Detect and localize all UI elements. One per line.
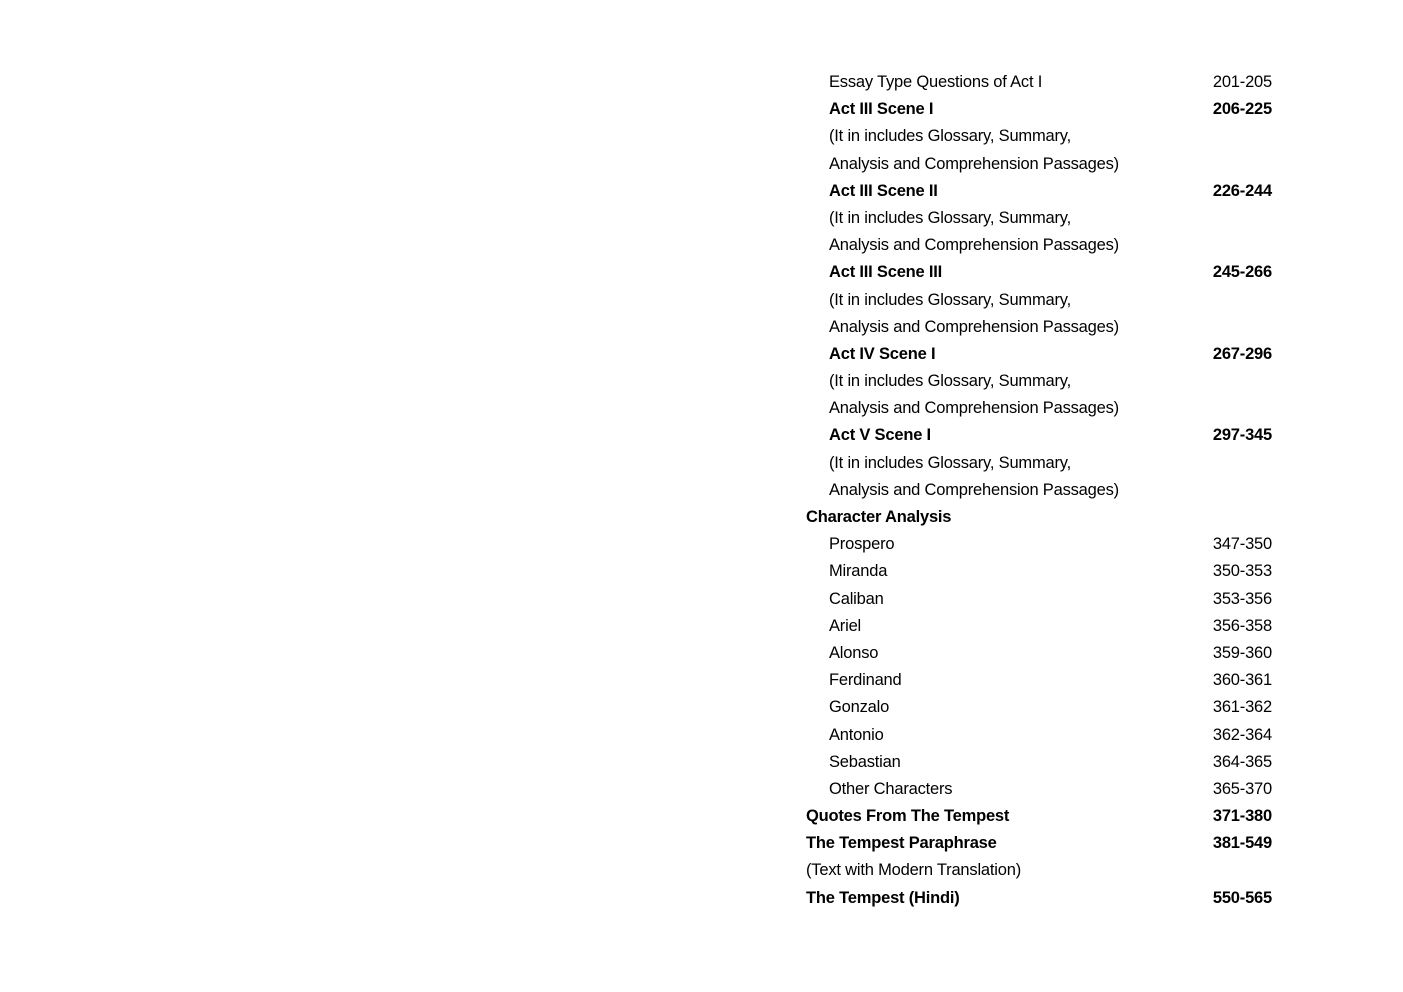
table-of-contents xyxy=(806,69,1272,912)
toc-entry-pages: 226-244 xyxy=(1212,181,1272,200)
toc-entry-pages: 364-365 xyxy=(1212,752,1272,771)
toc-entry-pages: 297-345 xyxy=(1212,426,1272,445)
toc-entry xyxy=(806,830,1272,857)
toc-entry-title: The Tempest Paraphrase xyxy=(806,834,997,853)
toc-entry-pages: 267-296 xyxy=(1212,344,1272,363)
toc-entry-title: Other Characters xyxy=(829,779,953,798)
toc-entry-title: (It in includes Glossary, Summary, xyxy=(829,453,1071,472)
toc-entry xyxy=(806,123,1272,150)
toc-entry xyxy=(806,803,1272,830)
toc-entry xyxy=(806,178,1272,205)
toc-entry xyxy=(806,259,1272,286)
toc-entry-title: Quotes From The Tempest xyxy=(806,807,1010,826)
toc-entry-title: (It in includes Glossary, Summary, xyxy=(829,208,1071,227)
toc-entry-title: Character Analysis xyxy=(806,508,952,526)
toc-entry xyxy=(806,395,1272,422)
toc-entry xyxy=(806,287,1272,314)
toc-entry xyxy=(806,885,1272,912)
toc-entry-title: (It in includes Glossary, Summary, xyxy=(829,290,1071,309)
toc-entry xyxy=(806,694,1272,721)
toc-entry-pages: 356-358 xyxy=(1212,616,1272,635)
toc-entry-pages: 360-361 xyxy=(1212,671,1272,690)
toc-entry xyxy=(806,640,1272,667)
toc-entry xyxy=(806,722,1272,749)
toc-entry xyxy=(806,341,1272,368)
toc-entry-pages: 550-565 xyxy=(1212,888,1272,907)
toc-entry-title: (It in includes Glossary, Summary, xyxy=(829,127,1071,146)
toc-entry xyxy=(806,450,1272,477)
toc-entry-title: Ariel xyxy=(829,616,862,635)
toc-entry-pages: 245-266 xyxy=(1212,263,1272,282)
toc-entry xyxy=(806,667,1272,694)
toc-entry xyxy=(806,477,1272,504)
toc-entry-pages: 206-225 xyxy=(1212,100,1272,119)
toc-entry-title: Ferdinand xyxy=(829,671,902,690)
toc-entry xyxy=(806,749,1272,776)
toc-entry xyxy=(806,314,1272,341)
toc-entry-title: Analysis and Comprehension Passages) xyxy=(829,317,1119,336)
toc-entry-pages: 359-360 xyxy=(1212,643,1272,662)
toc-entry-title: Analysis and Comprehension Passages) xyxy=(829,236,1119,255)
toc-entry xyxy=(806,531,1272,558)
toc-entry-pages: 347-350 xyxy=(1212,535,1272,554)
toc-entry-title: (Text with Modern Translation) xyxy=(806,861,1022,880)
toc-entry-title: Miranda xyxy=(829,562,888,581)
toc-entry-pages: 350-353 xyxy=(1212,562,1272,581)
toc-entry xyxy=(806,205,1272,232)
toc-entry xyxy=(806,368,1272,395)
toc-entry-pages: 371-380 xyxy=(1212,807,1272,826)
toc-entry xyxy=(806,776,1272,803)
toc-entry-title: Essay Type Questions of Act I xyxy=(829,73,1043,91)
toc-entry-pages: 353-356 xyxy=(1212,589,1272,608)
toc-entry xyxy=(806,558,1272,585)
toc-entry xyxy=(806,504,1272,531)
toc-entry xyxy=(806,151,1272,178)
toc-entry-title: Act IV Scene I xyxy=(829,344,936,363)
toc-entry-title: Act III Scene I xyxy=(829,100,934,119)
toc-entry-title: The Tempest (Hindi) xyxy=(806,888,960,907)
toc-entry-title: Analysis and Comprehension Passages) xyxy=(829,480,1119,499)
toc-entry-pages: 362-364 xyxy=(1212,725,1272,744)
toc-entry-pages: 201-205 xyxy=(1212,73,1272,91)
toc-entry-title: Antonio xyxy=(829,725,884,744)
toc-entry xyxy=(806,69,1272,96)
toc-entry xyxy=(806,232,1272,259)
toc-entry-title: Act III Scene III xyxy=(829,263,943,282)
toc-entry-title: (It in includes Glossary, Summary, xyxy=(829,372,1071,391)
toc-entry-pages: 365-370 xyxy=(1212,779,1272,798)
toc-entry-title: Act V Scene I xyxy=(829,426,931,445)
toc-entry xyxy=(806,586,1272,613)
toc-entry xyxy=(806,613,1272,640)
toc-entry xyxy=(806,857,1272,884)
toc-entry-title: Gonzalo xyxy=(829,698,890,717)
toc-entry-title: Caliban xyxy=(829,589,884,608)
toc-entry-title: Alonso xyxy=(829,643,879,662)
toc-entry-pages: 381-549 xyxy=(1212,834,1272,853)
toc-entry xyxy=(806,96,1272,123)
toc-entry-title: Sebastian xyxy=(829,752,901,771)
toc-entry-title: Analysis and Comprehension Passages) xyxy=(829,399,1119,418)
toc-entry-title: Act III Scene II xyxy=(829,181,938,200)
toc-entry-title: Prospero xyxy=(829,535,895,554)
toc-entry xyxy=(806,422,1272,449)
toc-entry-pages: 361-362 xyxy=(1212,698,1272,717)
toc-entry-title: Analysis and Comprehension Passages) xyxy=(829,154,1119,173)
